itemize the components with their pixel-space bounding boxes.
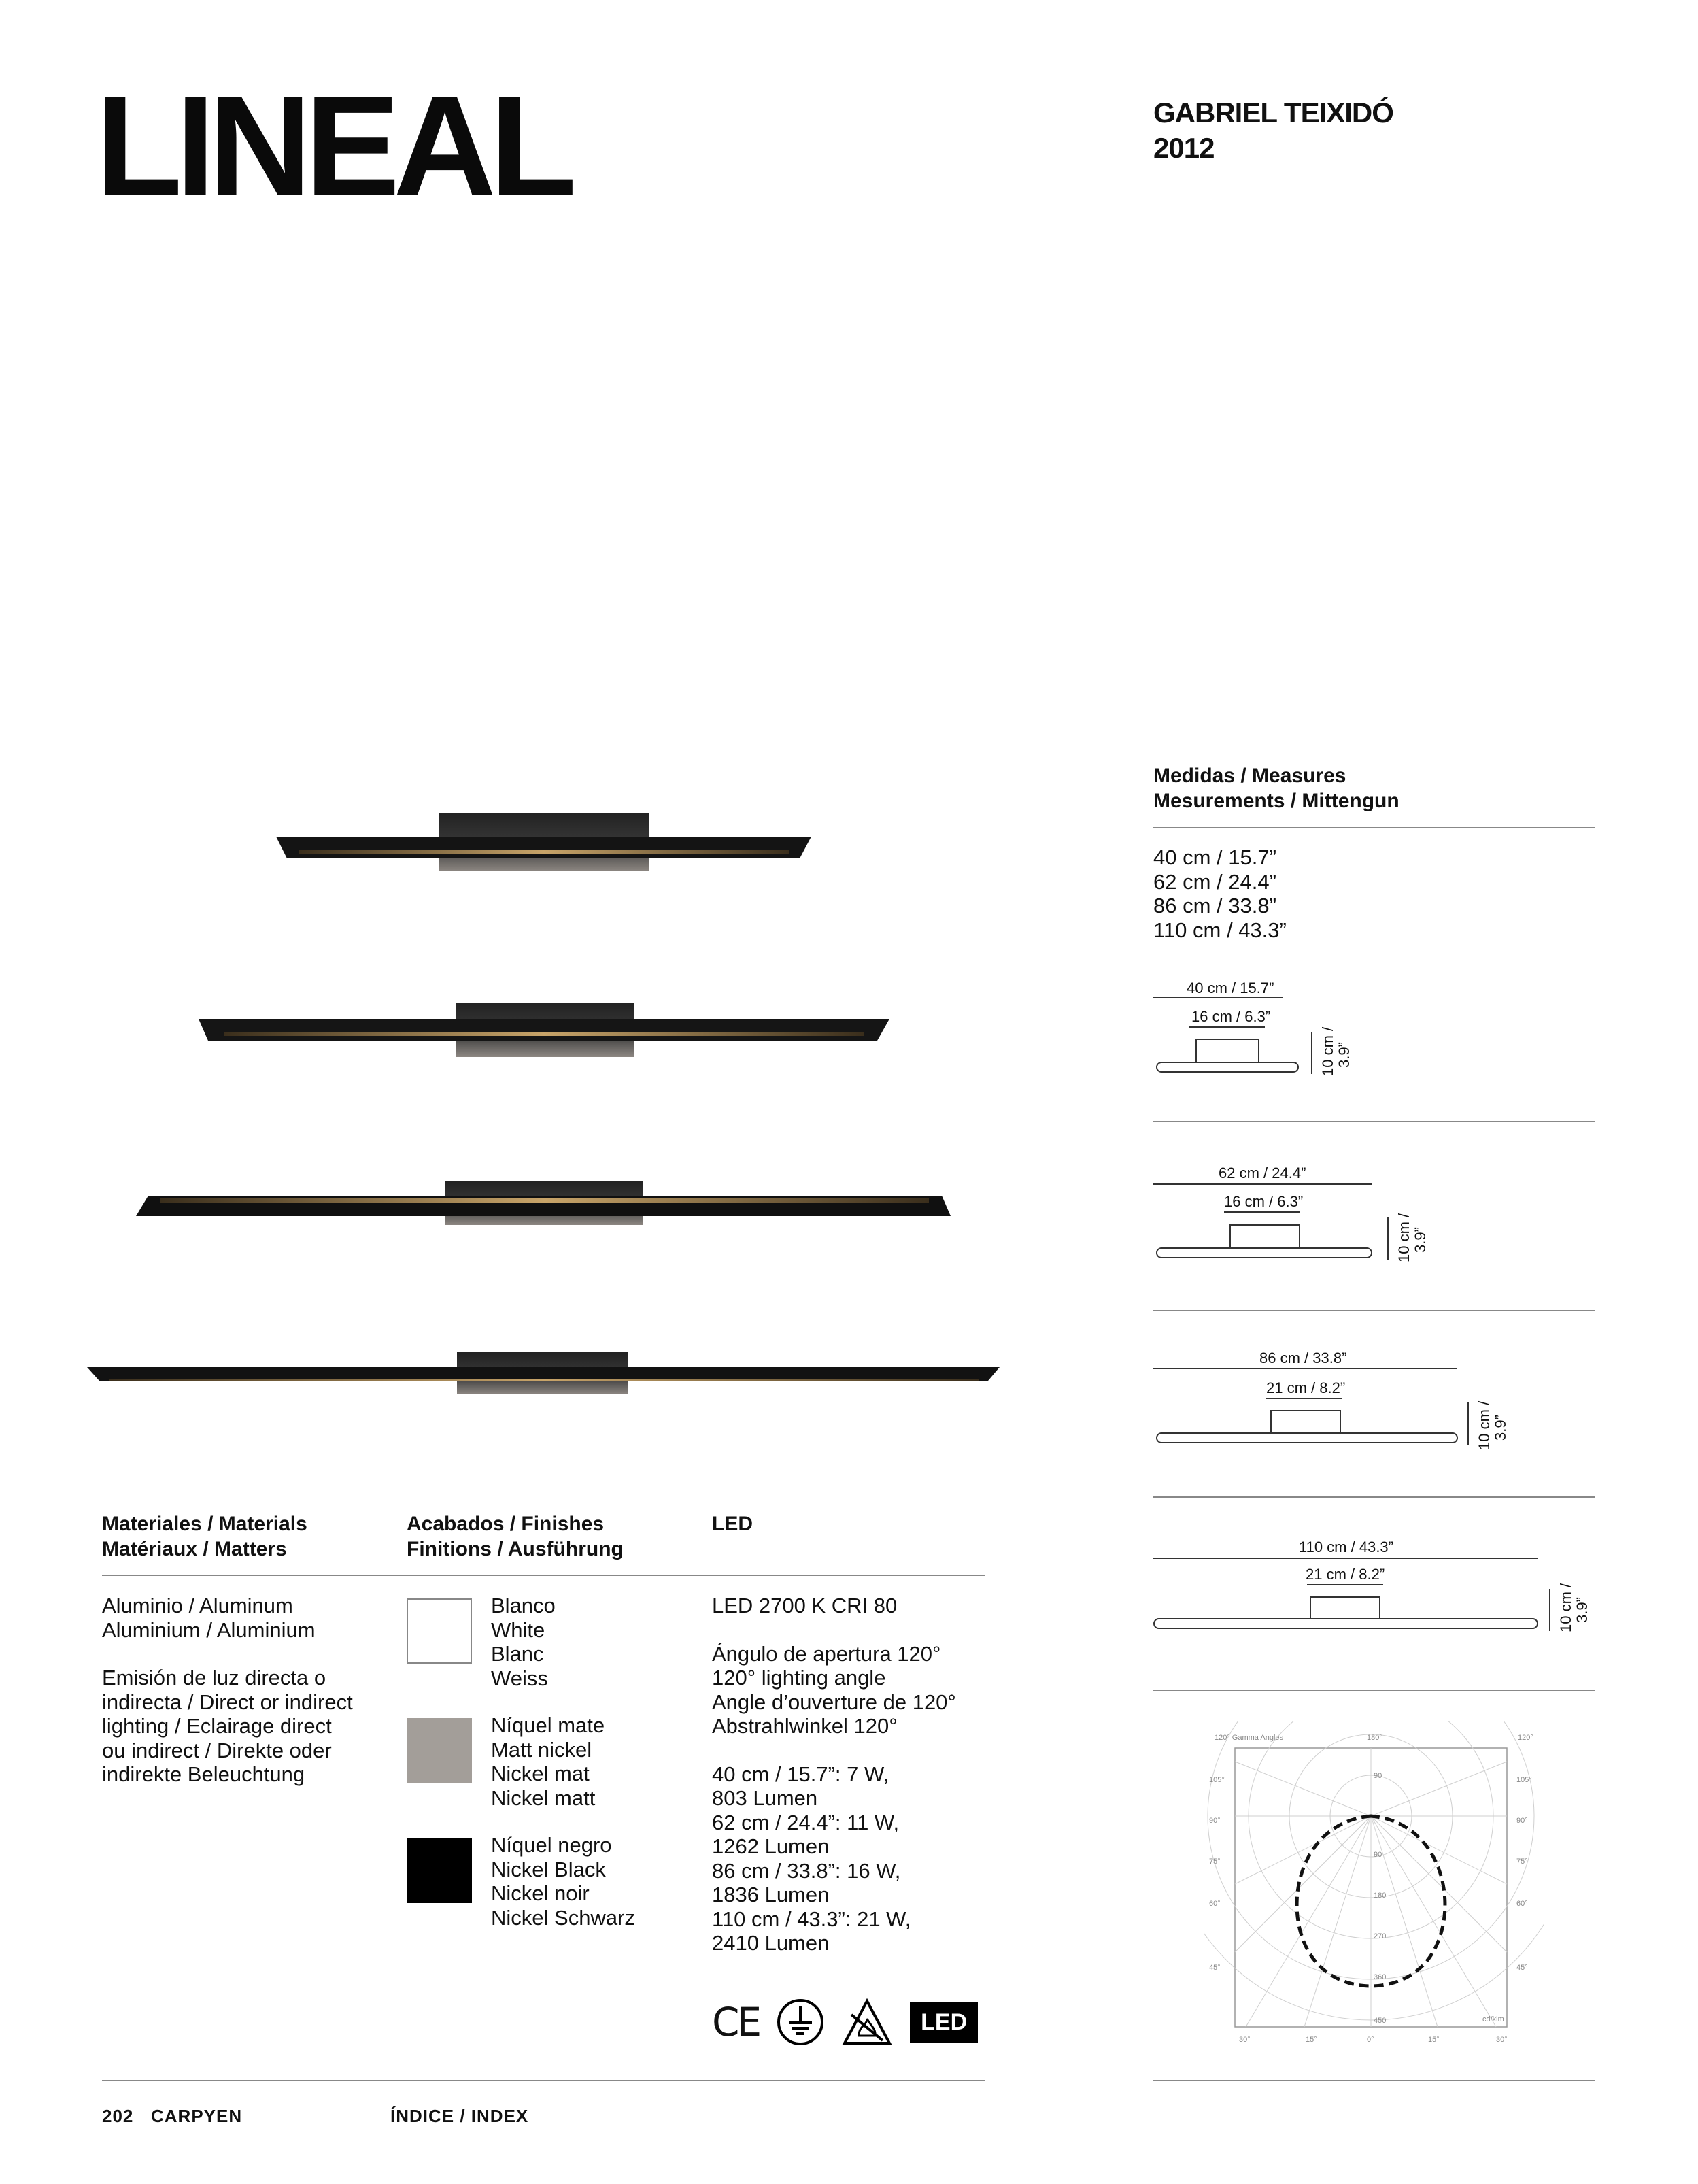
finish-names-matt-nickel: Níquel mate Matt nickel Nickel mat Nickel matt — [491, 1713, 605, 1810]
divider — [1153, 1690, 1595, 1691]
svg-text:60°: 60° — [1516, 1900, 1528, 1908]
lamp-62cm — [199, 1003, 889, 1057]
svg-text:60°: 60° — [1209, 1900, 1221, 1908]
certification-icons — [712, 1998, 978, 2046]
svg-text:15°: 15° — [1428, 2036, 1440, 2044]
measures-heading: Medidas / Measures Mesurements / Mittengun — [1153, 765, 1399, 812]
finish-swatch-white — [407, 1598, 472, 1664]
ce-mark-icon: CE — [712, 1999, 760, 2045]
lamp-86cm — [136, 1181, 951, 1225]
svg-text:180: 180 — [1374, 1892, 1387, 1900]
svg-text:75°: 75° — [1209, 1858, 1221, 1866]
lamp-110cm — [87, 1352, 1000, 1394]
svg-text:360: 360 — [1374, 1973, 1387, 1981]
svg-text:105°: 105° — [1209, 1776, 1225, 1784]
divider — [1153, 1121, 1595, 1122]
brand-name: CARPYEN — [151, 2106, 243, 2126]
svg-text:75°: 75° — [1516, 1858, 1528, 1866]
finish-names-black-nickel: Níquel negro Nickel Black Nickel noir Nickel Schwarz — [491, 1833, 635, 1930]
sizes-list: 40 cm / 15.7” 62 cm / 24.4” 86 cm / 33.8” 110 cm / 43.3” — [1153, 845, 1287, 942]
led-specs: LED 2700 K CRI 80 Ángulo de apertura 120° 120° lighting angle Angle d’ouverture de 120° Abstrahlwinkel 120° 40 cm / 15.7”: 7 W, 803 Lumen 62 cm / 24.4”: 11 W, 1262 Lumen 86 cm / 33.8”: 16 W, 1836 Lumen 110 cm / 43.3”: 21 W, 2410 Lumen — [712, 1594, 956, 1955]
svg-text:0°: 0° — [1367, 2036, 1374, 2044]
divider — [1153, 1496, 1595, 1498]
finish-names-white: Blanco White Blanc Weiss — [491, 1594, 556, 1690]
light-distribution-diagram — [1204, 1721, 1544, 2054]
materials-list: Aluminio / Aluminum Aluminium / Aluminium Emisión de luz directa o indirecta / Direct or indirect lighting / Eclairage direct ou indirect / Direkte oder indirekte Beleuchtung — [102, 1594, 353, 1786]
divider — [1153, 827, 1595, 828]
no-flammable-surface-icon — [842, 1998, 892, 2046]
finishes-heading: Acabados / Finishes Finitions / Ausführung — [407, 1513, 624, 1560]
svg-text:45°: 45° — [1516, 1964, 1528, 1972]
ground-symbol-icon — [777, 1998, 824, 2046]
index-link[interactable]: ÍNDICE / INDEX — [390, 2106, 529, 2126]
divider — [1153, 1310, 1595, 1311]
designer-name: GABRIEL TEIXIDÓ — [1153, 97, 1393, 129]
svg-text:270: 270 — [1374, 1932, 1387, 1941]
divider — [102, 1575, 985, 1576]
svg-text:180°: 180° — [1367, 1734, 1382, 1742]
page-number: 202 — [102, 2106, 134, 2126]
finish-swatch-matt-nickel — [407, 1718, 472, 1783]
design-year: 2012 — [1153, 132, 1215, 164]
svg-text:105°: 105° — [1516, 1776, 1532, 1784]
svg-text:30°: 30° — [1496, 2036, 1508, 2044]
svg-text:90: 90 — [1374, 1851, 1382, 1859]
svg-text:120°: 120° — [1518, 1734, 1533, 1742]
svg-text:30°: 30° — [1239, 2036, 1251, 2044]
svg-text:cd/klm: cd/klm — [1482, 2015, 1504, 2023]
lamp-40cm — [276, 813, 811, 871]
led-badge-icon: LED — [910, 2002, 978, 2043]
materials-heading: Materiales / Materials Matériaux / Matters — [102, 1513, 307, 1560]
svg-text:45°: 45° — [1209, 1964, 1221, 1972]
divider — [1153, 2080, 1595, 2081]
finish-swatch-black-nickel — [407, 1838, 472, 1903]
svg-text:90°: 90° — [1516, 1817, 1528, 1825]
page-title: LINEAL — [95, 66, 571, 226]
designer-block — [1153, 95, 1393, 166]
led-heading: LED — [712, 1513, 753, 1535]
svg-text:90: 90 — [1374, 1772, 1382, 1780]
svg-text:15°: 15° — [1306, 2036, 1317, 2044]
polar-title: 120° Gamma Angles — [1215, 1734, 1284, 1742]
lamp-illustrations — [0, 0, 1020, 1428]
svg-text:90°: 90° — [1209, 1817, 1221, 1825]
divider — [102, 2080, 985, 2081]
svg-text:450: 450 — [1374, 2017, 1387, 2025]
